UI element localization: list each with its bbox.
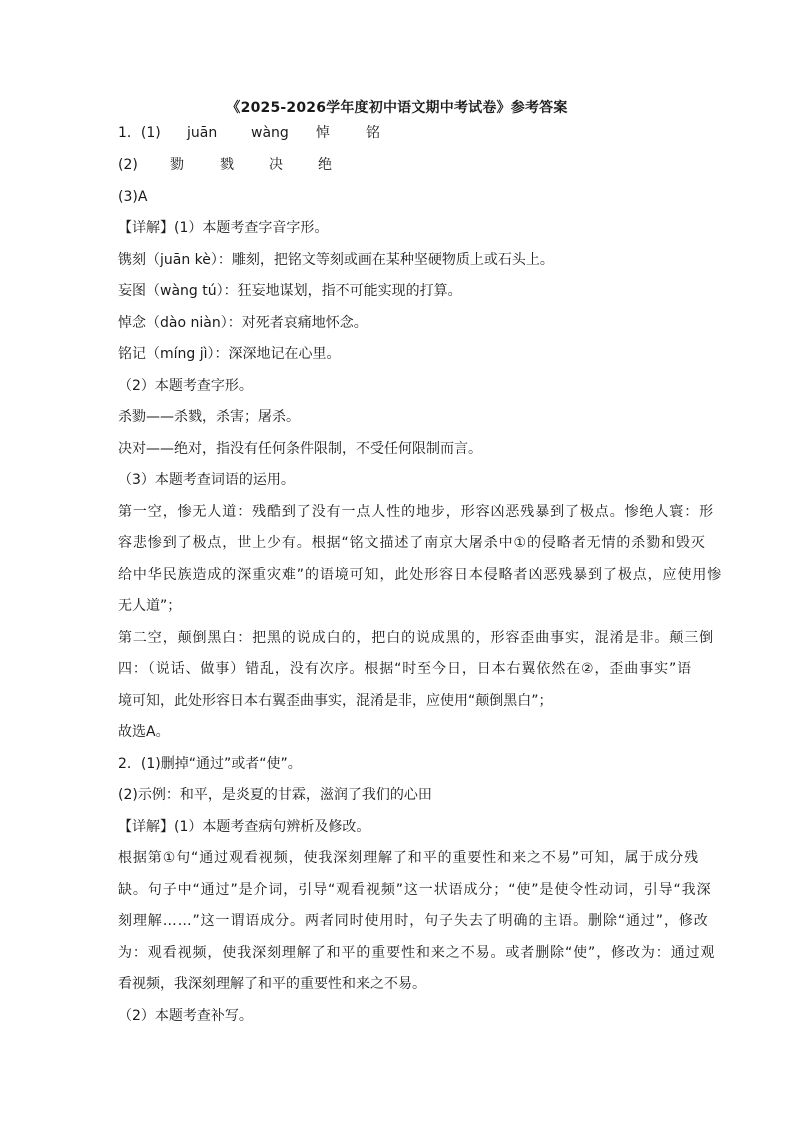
paragraph-line: 四：（说话、做事）错乱，没有次序。根据“时至今日，日本右翼依然在②，歪曲事实”语	[118, 661, 693, 677]
paragraph-line: 看视频，我深刻理解了和平的重要性和来之不易。	[118, 976, 426, 992]
q1-part1-label: 1．(1)	[118, 125, 161, 141]
q1-part2-label: (2)	[118, 157, 138, 173]
q1-answer-char-c: 决	[269, 157, 283, 173]
page-title: 《2025-2026学年度初中语文期中考试卷》参考答案	[226, 100, 568, 116]
q1-answer-char-a: 勠	[170, 157, 184, 173]
paragraph-line: 为：观看视频，使我深刻理解了和平的重要性和来之不易。或者删除“使”，修改为：通过观	[118, 945, 716, 961]
paragraph-line: 妄图（wàng tú）：狂妄地谋划，指不可能实现的打算。	[118, 283, 462, 299]
paragraph-line: 杀勠——杀戮，杀害；屠杀。	[118, 409, 300, 425]
paragraph-line: 境可知，此处形容日本右翼歪曲事实，混淆是非，应使用“颠倒黑白”；	[118, 693, 553, 709]
paragraph-line: （2）本题考查字形。	[118, 378, 253, 394]
detail-heading-1: 【详解】(1）本题考查字音字形。	[118, 220, 329, 236]
paragraph-line: 铭记（míng jì）：深深地记在心里。	[118, 346, 341, 362]
paragraph-line: 悼念（dào niàn）：对死者哀痛地怀念。	[118, 315, 368, 331]
paragraph-line: 缺。句子中“通过”是介词，引导“观看视频”这一状语成分；“使”是使令性动词，引导“我深	[118, 882, 712, 898]
paragraph-line: （2）本题考查补写。	[118, 1008, 253, 1024]
paragraph-line: 故选A。	[118, 724, 170, 740]
q1-answer-char-3: 悼	[316, 125, 330, 141]
paragraph-line: 无人道”；	[118, 598, 182, 614]
paragraph-line: 决对——绝对，指没有任何条件限制，不受任何限制而言。	[118, 441, 482, 457]
paragraph-line: 第一空，惨无人道：残酷到了没有一点人性的地步，形容凶恶残暴到了极点。惨绝人寰：形	[118, 504, 714, 520]
q1-answer-char-4: 铭	[366, 125, 380, 141]
paragraph-line: 根据第①句“通过观看视频，使我深刻理解了和平的重要性和来之不易”可知，属于成分残	[118, 850, 700, 866]
q1-answer-pinyin-1: juān	[187, 125, 218, 141]
q1-answer-pinyin-2: wàng	[251, 125, 289, 141]
paragraph-line: 第二空，颠倒黑白：把黑的说成白的，把白的说成黑的，形容歪曲事实，混淆是非。颠三倒	[118, 630, 714, 646]
paragraph-line: （3）本题考查词语的运用。	[118, 472, 295, 488]
q1-answer-char-d: 绝	[318, 157, 332, 173]
paragraph-line: 容悲惨到了极点，世上少有。根据“铭文描述了南京大屠杀中①的侵略者无情的杀勠和毁灭	[118, 535, 706, 551]
q2-answer-2: (2)示例：和平，是炎夏的甘霖，滋润了我们的心田	[118, 787, 432, 803]
q1-answer-char-b: 戮	[220, 157, 234, 173]
paragraph-line: 给中华民族造成的深重灾难”的语境可知，此处形容日本侵略者凶恶残暴到了极点，应使用惨	[118, 567, 723, 583]
q2-answer-1: 2．(1)删掉“通过”或者“使”。	[118, 756, 302, 772]
detail-heading-2: 【详解】(1）本题考查病句辨析及修改。	[118, 819, 371, 835]
paragraph-line: 镌刻（juān kè）：雕刻，把铭文等刻或画在某种坚硬物质上或石头上。	[118, 252, 554, 268]
paragraph-line: 刻理解……”这一谓语成分。两者同时使用时，句子失去了明确的主语。删除“通过”，修改	[118, 913, 709, 929]
q1-part3-answer: (3)A	[118, 189, 148, 205]
